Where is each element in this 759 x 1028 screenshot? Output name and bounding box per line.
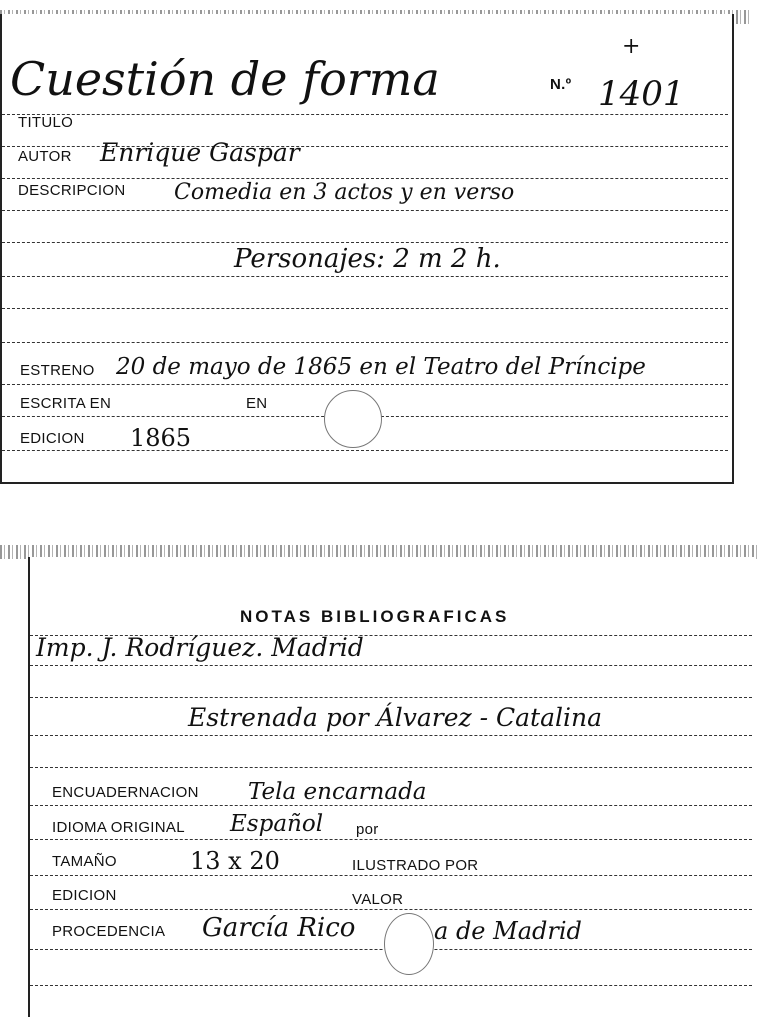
handwritten-title: Cuestión de forma bbox=[10, 52, 440, 106]
en-label: EN bbox=[246, 395, 268, 412]
edicion-value: 1865 bbox=[130, 424, 192, 452]
procedencia-value-right: a de Madrid bbox=[434, 917, 582, 945]
descripcion-label: DESCRIPCION bbox=[18, 182, 126, 199]
procedencia-value-left: García Rico bbox=[202, 913, 356, 943]
estreno-label: ESTRENO bbox=[20, 362, 95, 379]
estreno-value: 20 de mayo de 1865 en el Teatro del Príncipe bbox=[116, 354, 646, 380]
autor-label: AUTOR bbox=[18, 148, 72, 165]
encuadernacion-label: ENCUADERNACION bbox=[52, 784, 199, 801]
edicion-label: EDICION bbox=[20, 430, 85, 447]
procedencia-label: PROCEDENCIA bbox=[52, 923, 166, 940]
por-label: por bbox=[356, 821, 379, 838]
idioma-label: IDIOMA ORIGINAL bbox=[52, 819, 185, 836]
tamano-label: TAMAÑO bbox=[52, 853, 117, 870]
punch-hole-bottom bbox=[384, 913, 434, 975]
cross-mark: + bbox=[622, 34, 641, 59]
idioma-value: Español bbox=[230, 811, 324, 837]
autor-value: Enrique Gaspar bbox=[100, 138, 300, 167]
note-line-1: Imp. J. Rodríguez. Madrid bbox=[36, 633, 364, 662]
tamano-value: 13 x 20 bbox=[190, 847, 280, 875]
encuadernacion-value: Tela encarnada bbox=[248, 779, 427, 805]
number-value: 1401 bbox=[598, 74, 685, 114]
number-label: N.º bbox=[550, 76, 572, 93]
valor-label: VALOR bbox=[352, 891, 404, 908]
edicion-label-bottom: EDICION bbox=[52, 887, 117, 904]
notas-heading: NOTAS BIBLIOGRAFICAS bbox=[240, 607, 510, 626]
catalog-card-top bbox=[0, 14, 734, 484]
escrita-en-label: ESCRITA EN bbox=[20, 395, 112, 412]
catalog-card-bottom bbox=[28, 557, 756, 1017]
personajes-value: Personajes: 2 m 2 h. bbox=[234, 244, 501, 274]
punch-hole bbox=[324, 390, 382, 448]
titulo-label: TITULO bbox=[18, 114, 74, 131]
descripcion-value: Comedia en 3 actos y en verso bbox=[174, 180, 515, 205]
ilustrado-label: ILUSTRADO POR bbox=[352, 857, 479, 874]
note-line-2: Estrenada por Álvarez - Catalina bbox=[188, 703, 603, 732]
